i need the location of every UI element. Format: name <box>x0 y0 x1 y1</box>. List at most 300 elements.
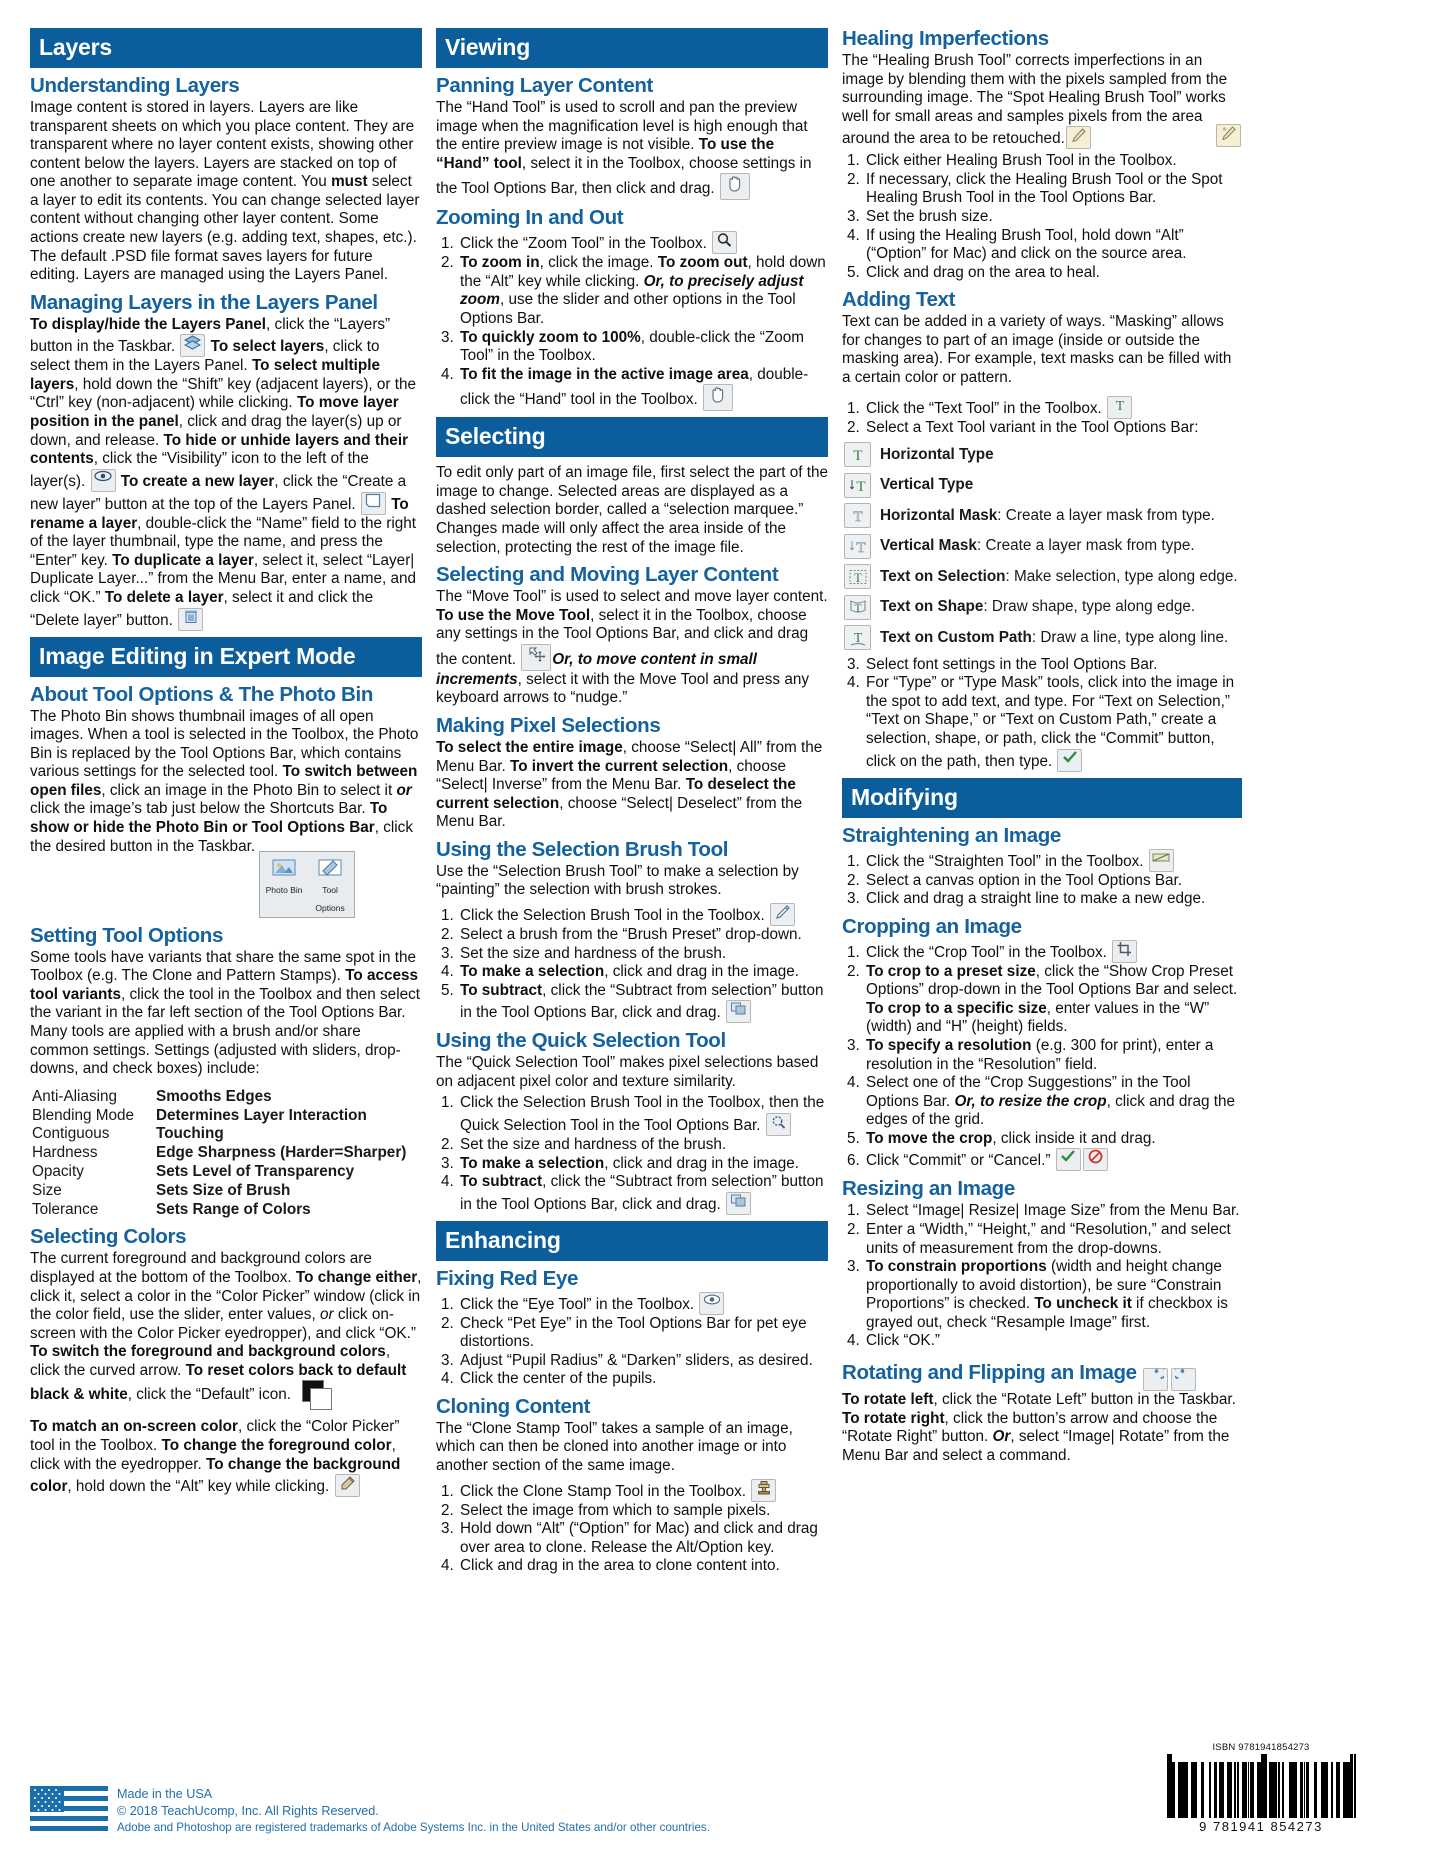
list-item: 5. Click and drag on the area to heal. <box>864 264 1242 283</box>
text-bold-italic: Or, to move content in small increments <box>436 650 758 688</box>
list-item: 2. Select the image from which to sample pixels. <box>458 1502 828 1521</box>
setting-name: Contiguous <box>32 1125 110 1143</box>
vertical-type-icon <box>844 473 871 498</box>
text: , select it in the Toolbox, choose settings in the Tool Options Bar, then click and drag. <box>436 154 812 198</box>
list-item <box>864 849 1242 872</box>
heading-cloning-content: Cloning Content <box>436 1394 591 1418</box>
text-bold: Text on Shape <box>880 598 984 616</box>
list-item <box>844 564 1242 589</box>
text: , use the slider and other options in the Tool Options Bar. <box>460 291 796 327</box>
text: For “Type” or “Type Mask” tools, click into the image in the spot to add text, and type. For “Text on Selection,” “Text on Shape,” or “Text on Custom Path,” create a selection, shape, or path, click the “Commit” button, click on the path, then type. <box>866 674 1235 770</box>
list-item <box>458 329 828 366</box>
column-right <box>842 28 1242 1828</box>
vertical-mask-icon <box>844 534 871 559</box>
heading-selecting-colors: Selecting Colors <box>30 1225 187 1249</box>
list-item <box>864 1037 1242 1074</box>
text-bold: To rotate right <box>842 1409 945 1427</box>
text: , click and drag the layer(s) up or down, and release. <box>30 413 402 449</box>
text-bold: Text on Custom Path <box>880 628 1032 646</box>
text: , click the “Rotate Left” button in the Taskbar. <box>933 1390 1236 1408</box>
heading-about-tool-options: About Tool Options & The Photo Bin <box>30 682 373 706</box>
section-banner-modifying: Modifying <box>842 778 1242 818</box>
text-bold-italic: Or <box>992 1428 1011 1446</box>
text: The “Healing Brush Tool” corrects imperfections in an image by blending them with the pixels sampled from the surrounding image. The “Spot Healing Brush Tool” works well for small areas and samples pixels from the area around the area to be retouched. <box>842 51 1228 148</box>
variant-label <box>880 568 1238 586</box>
para-about-tool-options <box>30 708 422 918</box>
text: The “Hand Tool” is used to scroll and pan the preview image when the magnification level is high enough that the entire preview image is not visible. <box>436 98 808 154</box>
clone-stamp-icon <box>751 1479 776 1502</box>
text: (width and height change proportionally to avoid distortion), be sure “Constrain Proportions” is checked. <box>866 1258 1222 1313</box>
text-bold: To zoom out <box>657 254 748 272</box>
setting-name: Anti-Aliasing <box>32 1087 118 1105</box>
text-bold-italic: Or, to resize the crop <box>954 1092 1107 1110</box>
text: : Create a layer mask from type. <box>976 537 1195 555</box>
para-understanding-layers <box>30 99 422 285</box>
text-bold: To subtract <box>460 981 543 999</box>
text-bold: To select layers <box>210 338 325 356</box>
text: , select it with the Move Tool and press any keyboard arrows to “nudge.” <box>436 670 809 707</box>
para-match-onscreen-color <box>30 1418 422 1497</box>
list-item: 4. Click and drag in the area to clone content into. <box>458 1557 828 1576</box>
table-row <box>32 1163 422 1182</box>
svg-text:T: T <box>853 569 862 585</box>
list-item <box>864 963 1242 1037</box>
heading-zooming: Zooming In and Out <box>436 206 624 230</box>
text-bold: To zoom in <box>460 254 540 272</box>
setting-desc: Sets Range of Colors <box>156 1200 311 1218</box>
setting-desc: Sets Level of Transparency <box>156 1163 355 1181</box>
list-item: 4. If using the Healing Brush Tool, hold down “Alt” (“Option” for Mac) and click on the source area. <box>864 227 1242 264</box>
text: , click it, select a color in the “Color Picker” window (click in the color field, use the slider, enter values, <box>30 1269 422 1324</box>
setting-desc: Sets Size of Brush <box>156 1181 291 1199</box>
text-bold: To rename a layer <box>30 495 409 532</box>
setting-name: Blending Mode <box>32 1106 135 1124</box>
text: , click the tool in the Toolbox and then select the variant in the far left section of the Tool Options Bar. Many tools are applied with a brush and/or share common settings. Settings (adjusted with sliders, drop-downs, and check boxes) include: <box>30 985 420 1078</box>
text: , click the “Subtract from selection” button in the Tool Options Bar, click and drag. <box>460 981 824 1022</box>
text: , hold down the “Shift” key (adjacent layers), or the “Ctrl” key (non-adjacent) while clicking. <box>30 375 417 412</box>
heading-resizing: Resizing an Image <box>842 1177 1015 1201</box>
copyright-label: © 2018 TeachUcomp, Inc. All Rights Reserved. <box>117 1803 379 1818</box>
commit-check-icon <box>1056 1148 1081 1171</box>
list-item: 1. Select “Image| Resize| Image Size” from the Menu Bar. <box>864 1202 1242 1221</box>
straighten-tool-icon <box>1149 849 1174 872</box>
text-bold: Vertical Mask <box>880 537 977 555</box>
text-bold: To crop to a preset size <box>866 962 1036 980</box>
list-item <box>458 1155 828 1174</box>
text: Click the “Crop Tool” in the Toolbox. <box>866 943 1112 961</box>
para-cloning-intro: The “Clone Stamp Tool” takes a sample of an image, which can then be cloned into another image or into another section of the same image. <box>436 1419 793 1475</box>
text-bold: To change either <box>295 1269 418 1286</box>
text: , click the “Default” icon. <box>127 1386 296 1404</box>
text-bold: To quickly zoom to 100% <box>460 328 641 346</box>
list-item: 1. Click either Healing Brush Tool in the Toolbox. <box>864 152 1242 171</box>
svg-text:T: T <box>853 630 862 646</box>
text-bold: To display/hide the Layers Panel <box>30 315 267 333</box>
hand-tool-icon <box>720 173 750 200</box>
para-panning <box>436 99 828 200</box>
text-bold: To subtract <box>460 1173 543 1191</box>
list-item <box>844 595 1242 620</box>
text-bold: To select multiple layers <box>30 357 381 393</box>
svg-text:T: T <box>1115 398 1124 413</box>
delete-layer-trash-icon <box>178 608 203 631</box>
list-item <box>844 473 1242 498</box>
svg-text:T: T <box>852 509 863 525</box>
crop-tool-icon <box>1112 940 1137 963</box>
list-item: 3. Set the size and hardness of the brush. <box>458 945 828 964</box>
list-item <box>458 1094 828 1136</box>
list-item <box>458 231 828 254</box>
text: Select one of the “Crop Suggestions” in the Tool Options Bar. <box>866 1074 1191 1110</box>
text: , select “Image| Rotate” from the Menu Bar and select a command. <box>842 1428 1230 1464</box>
setting-name: Hardness <box>32 1144 98 1162</box>
heading-making-pixel-selections: Making Pixel Selections <box>436 714 661 737</box>
svg-text:T: T <box>855 478 866 494</box>
setting-name: Tolerance <box>32 1200 99 1218</box>
list-item: 2. Set the size and hardness of the brush. <box>458 1136 828 1155</box>
text-bold: To deselect the current selection <box>436 776 796 812</box>
table-row <box>32 1144 422 1163</box>
list-straighten-steps <box>842 849 1242 909</box>
variant-label <box>880 629 1228 647</box>
text-bold: To switch the foreground and background colors <box>30 1343 386 1361</box>
tool-options-icon <box>307 854 353 880</box>
text: Click the Selection Brush Tool in the Toolbox. <box>460 906 769 924</box>
heading-selecting-moving: Selecting and Moving Layer Content <box>436 563 779 587</box>
section-banner-selecting: Selecting <box>436 417 828 457</box>
text: , choose “Select| All” from the Menu Bar. <box>436 738 823 775</box>
para-quick-selection-intro: The “Quick Selection Tool” makes pixel selections based on adjacent pixel color and texture similarity. <box>436 1054 819 1090</box>
text: Click “Commit” or “Cancel.” <box>866 1152 1055 1170</box>
horizontal-mask-icon <box>844 503 871 528</box>
text-bold: Horizontal Type <box>880 445 994 463</box>
list-item <box>458 903 828 926</box>
list-adding-text-steps-b <box>842 656 1242 772</box>
text-bold: To move layer position in the panel <box>30 394 399 430</box>
text-bold: To delete a layer <box>104 589 224 607</box>
list-resize-steps <box>842 1202 1242 1351</box>
para-healing-intro <box>842 52 1242 149</box>
text-bold: To invert the current selection <box>509 757 729 775</box>
list-item: 3. Adjust “Pupil Radius” & “Darken” sliders, as desired. <box>458 1352 828 1371</box>
text: , click and drag in the image. <box>604 963 799 981</box>
text: , click the curved arrow. <box>30 1343 391 1379</box>
trademark-label: Adobe and Photoshop are registered trademarks of Adobe Systems Inc. in the United States and/or other countries. <box>117 1820 710 1834</box>
text-bold: To hide or unhide layers and their contents <box>30 431 409 468</box>
svg-text:T: T <box>853 601 862 616</box>
text: , click the image. <box>539 254 658 272</box>
move-tool-icon <box>521 644 551 671</box>
text: The “Move Tool” is used to select and move layer content. <box>436 588 828 606</box>
column-middle <box>436 28 828 1828</box>
table-row <box>32 1088 422 1107</box>
text: , click to select them in the Layers Panel. <box>30 338 380 375</box>
text: , click the desired button in the Taskbar. <box>30 819 413 855</box>
section-banner-enhancing: Enhancing <box>436 1221 828 1261</box>
text: if checkbox is grayed out, check “Resample Image” first. <box>866 1295 1228 1331</box>
list-red-eye-steps <box>436 1292 828 1389</box>
list-quick-selection-steps <box>436 1094 828 1214</box>
hand-tool-icon <box>703 384 733 411</box>
list-item <box>864 940 1242 963</box>
heading-fixing-red-eye: Fixing Red Eye <box>436 1266 579 1290</box>
text: , click the “Visibility” icon to the left of the layer(s). <box>30 450 369 490</box>
list-item: 4. Click the center of the pupils. <box>458 1370 828 1389</box>
footer <box>30 1786 710 1836</box>
para-selection-brush-intro: Use the “Selection Brush Tool” to make a selection by “painting” the selection with brush strokes. <box>436 862 799 899</box>
text: Click the “Straighten Tool” in the Toolbox. <box>866 852 1148 870</box>
list-item: 2. Select a Text Tool variant in the Tool Options Bar: <box>864 419 1242 438</box>
text: Image content is stored in layers. Layers are like transparent sheets on which you place content. They are transparent where no layer content exists, showing other content below the layers. Layers are stacked on top of one another to separate image content. You <box>30 98 415 191</box>
text: , click the “Subtract from selection” button in the Tool Options Bar, click and drag. <box>460 1173 824 1213</box>
text-bold: To select the entire image <box>436 738 623 756</box>
setting-desc: Smooths Edges <box>156 1087 272 1105</box>
heading-selection-brush: Using the Selection Brush Tool <box>436 837 729 861</box>
table-row <box>32 1182 422 1201</box>
text: , click inside it and drag. <box>992 1129 1156 1147</box>
text: , click and drag in the image. <box>604 1154 799 1172</box>
photo-bin-label: Photo Bin <box>265 884 303 895</box>
text-bold: To specify a resolution <box>866 1036 1032 1054</box>
text: Click the Selection Brush Tool in the Toolbox, then the Quick Selection Tool in the Tool Options Bar. <box>460 1094 825 1134</box>
list-item <box>864 1148 1242 1171</box>
heading-cropping: Cropping an Image <box>842 914 1022 938</box>
text-bold: must <box>331 173 368 191</box>
text-bold: To fit the image in the active image area <box>460 365 749 383</box>
heading-straightening: Straightening an Image <box>842 823 1061 847</box>
text-bold: To show or hide the Photo Bin or Tool Options Bar <box>30 800 388 837</box>
tool-options-label: Tool Options <box>315 884 345 914</box>
layers-panel-icon <box>180 334 205 357</box>
list-item <box>458 1479 828 1502</box>
section-banner-viewing: Viewing <box>436 28 828 68</box>
list-item <box>844 442 1242 467</box>
text: The Photo Bin shows thumbnail images of all open images. When a tool is selected in the Toolbox, the Photo Bin is replaced by the Tool Options Bar, which contains various settings for the selected tool. <box>30 707 419 781</box>
eye-tool-icon <box>699 1292 724 1315</box>
text-bold: To reset colors back to default black & white <box>30 1361 407 1404</box>
made-in-usa-label: Made in the USA <box>117 1787 213 1801</box>
text: The current foreground and background colors are displayed at the bottom of the Toolbox. <box>30 1250 372 1286</box>
text: (e.g. 300 for print), enter a resolution in the “Resolution” field. <box>866 1036 1214 1073</box>
text-bold: To use the “Hand” tool <box>436 136 775 172</box>
usa-flag-icon <box>30 1786 108 1836</box>
text: , click and drag the edges of the grid. <box>866 1092 1236 1129</box>
text-bold: To constrain proportions <box>866 1258 1047 1276</box>
section-banner-image-editing: Image Editing in Expert Mode <box>30 637 422 677</box>
text-bold: To switch between open files <box>30 763 418 799</box>
text: , click the button’s arrow and choose the “Rotate Right” button. <box>842 1409 1218 1446</box>
text-bold: To make a selection <box>460 1154 605 1172</box>
text: , enter values in the “W” (width) and “H” (height) fields. <box>866 999 1210 1036</box>
subtract-from-selection-icon <box>726 1000 751 1023</box>
photo-bin-icon <box>261 854 307 880</box>
text: Click the “Zoom Tool” in the Toolbox. <box>460 235 712 253</box>
text-bold-italic: Or, to precisely adjust zoom <box>460 272 804 309</box>
text-bold: Text on Selection <box>880 567 1006 585</box>
text: , double-click the “Zoom Tool” in the Toolbox. <box>460 328 804 365</box>
text: : Draw a line, type along line. <box>1031 628 1229 646</box>
variant-label <box>880 507 1215 525</box>
text: : Draw shape, type along edge. <box>983 598 1196 616</box>
list-item <box>844 625 1242 650</box>
para-adding-text-intro: Text can be added in a variety of ways. “Masking” allows for changes to part of an image (inside or outside the masking area). For example, text masks can be filled with a certain color or pattern. <box>842 313 1232 386</box>
eyedropper-icon <box>335 1474 360 1497</box>
para-selecting-moving <box>436 588 828 708</box>
variant-label <box>880 476 973 494</box>
list-item <box>844 503 1242 528</box>
text: , click the “Layers” button in the Taskbar. <box>30 315 391 356</box>
list-item <box>864 396 1242 419</box>
text: click the image’s tab just below the Shortcuts Bar. <box>30 800 370 818</box>
text-bold: To create a new layer <box>120 472 275 490</box>
list-selection-brush-steps <box>436 903 828 1023</box>
text-bold: To move the crop <box>866 1129 993 1147</box>
text: , click the “Color Picker” tool in the Toolbox. <box>30 1418 400 1455</box>
column-left <box>30 28 422 1828</box>
text-on-selection-icon <box>844 564 871 589</box>
isbn-label: ISBN 9781941854273 <box>1212 1742 1310 1753</box>
text-bold: To change the foreground color <box>161 1437 392 1455</box>
text: , choose “Select| Deselect” from the Menu Bar. <box>436 794 803 831</box>
commit-check-icon <box>1057 749 1082 772</box>
text: , double-click the “Name” field to the right of the layer thumbnail, type the name, and press the “Enter” key. <box>30 514 417 569</box>
text: , hold down the “Alt” key while clicking. <box>67 1478 334 1496</box>
text: select a layer to edit its contents. You can change selected layer content without changing other layer content. Some actions create new layers (e.g. adding text, shapes, etc.). The default .PSD file format saves layers for future editing. Layers are managed using the Layers Panel. <box>30 173 420 284</box>
text: , select it in the Toolbox, choose any settings in the Tool Options Bar, and click and drag the content. <box>436 606 809 668</box>
heading-healing-imperfections: Healing Imperfections <box>842 27 1049 50</box>
list-item: 2. Enter a “Width,” “Height,” and “Resolution,” and select units of measurement from the drop-downs. <box>864 1221 1242 1258</box>
text: , select it, select “Layer| Duplicate Layer...” from the Menu Bar, enter a name, and click “OK.” <box>30 551 417 607</box>
variant-label <box>880 598 1195 616</box>
text-bold: To duplicate a layer <box>112 551 254 569</box>
list-item: 4. Click “OK.” <box>864 1332 1242 1351</box>
text: Some tools have variants that share the same spot in the Toolbox (e.g. The Clone and Pattern Stamps). <box>30 948 417 985</box>
list-item <box>844 534 1242 559</box>
heading-adding-text: Adding Text <box>842 288 956 312</box>
barcode-digits: 9 781941 854273 <box>1199 1819 1323 1834</box>
list-item: 2. Check “Pet Eye” in the Tool Options Bar for pet eye distortions. <box>458 1315 828 1352</box>
list-item: 3. Select font settings in the Tool Options Bar. <box>864 656 1242 675</box>
text: , choose “Select| Inverse” from the Menu Bar. <box>436 757 786 794</box>
rotate-left-icon <box>1143 1368 1168 1391</box>
variant-label <box>880 446 994 464</box>
horizontal-type-icon <box>844 442 871 467</box>
list-item: 3. Click and drag a straight line to make a new edge. <box>864 890 1242 909</box>
list-cloning-steps <box>436 1479 828 1576</box>
list-item <box>458 963 828 982</box>
text-bold: To change the background color <box>30 1455 401 1496</box>
text-bold: To use the Move Tool <box>436 606 591 624</box>
table-row <box>32 1107 422 1126</box>
text: , select it and click the “Delete layer” button. <box>30 589 374 629</box>
list-item: 3. Hold down “Alt” (“Option” for Mac) and click and drag over area to clone. Release the Alt/Option key. <box>458 1520 828 1557</box>
rotate-right-icon <box>1171 1368 1196 1391</box>
text-tool-variants-list <box>844 442 1242 650</box>
list-item <box>458 1173 828 1215</box>
isbn-barcode <box>1123 1742 1399 1834</box>
zoom-tool-icon <box>712 231 737 254</box>
text: Click the “Eye Tool” in the Toolbox. <box>460 1295 699 1313</box>
text: : Make selection, type along edge. <box>1005 567 1238 585</box>
text-bold: To match an on-screen color <box>30 1418 238 1436</box>
three-column-layout <box>30 28 1419 1828</box>
list-healing-steps <box>842 152 1242 282</box>
text-bold: To uncheck it <box>1034 1295 1132 1313</box>
photo-bin-tool-options-buttons <box>259 851 355 918</box>
spot-healing-brush-icon <box>1216 124 1241 147</box>
text-bold: To access tool variants <box>30 967 419 1003</box>
heading-managing-layers: Managing Layers in the Layers Panel <box>30 290 378 314</box>
barcode-bars <box>1123 1754 1399 1818</box>
selection-brush-icon <box>770 903 795 926</box>
list-item <box>458 366 828 412</box>
list-item: 2. Select a brush from the “Brush Preset” drop-down. <box>458 926 828 945</box>
list-crop-steps <box>842 940 1242 1172</box>
list-item <box>864 1074 1242 1130</box>
setting-desc: Determines Layer Interaction <box>156 1106 367 1124</box>
list-item <box>864 1258 1242 1332</box>
list-item <box>864 674 1242 771</box>
list-zooming-steps <box>436 231 828 411</box>
svg-text:T: T <box>855 539 866 555</box>
visibility-eye-icon <box>91 469 116 492</box>
heading-panning-layer-content: Panning Layer Content <box>436 74 654 97</box>
text: Click the Clone Stamp Tool in the Toolbox. <box>460 1482 751 1500</box>
healing-brush-icon <box>1066 126 1091 149</box>
tool-settings-table <box>32 1088 422 1220</box>
list-item <box>458 982 828 1024</box>
text-bold: Vertical Type <box>880 476 974 494</box>
text-italic: or <box>319 1306 334 1324</box>
svg-text:T: T <box>852 448 863 464</box>
text: , click the “Create a new layer” button at the top of the Layers Panel. <box>30 472 407 513</box>
text: , click the “Show Crop Preset Options” drop-down in the Tool Options Bar and select. <box>866 962 1238 999</box>
setting-desc: Edge Sharpness (Harder=Sharper) <box>156 1144 407 1162</box>
text-bold: Horizontal Mask <box>880 506 998 524</box>
table-row <box>32 1125 422 1144</box>
heading-setting-tool-options: Setting Tool Options <box>30 923 224 947</box>
default-colors-icon <box>298 1380 332 1410</box>
para-setting-tool-options <box>30 949 422 1079</box>
text-tool-icon <box>1107 396 1132 419</box>
setting-name: Opacity <box>32 1163 84 1181</box>
create-new-layer-icon <box>361 492 386 515</box>
text: , click an image in the Photo Bin to select it <box>101 781 397 799</box>
para-managing-layers <box>30 316 422 631</box>
subtract-from-selection-icon <box>726 1192 751 1215</box>
heading-rotating-flipping: Rotating and Flipping an Image <box>842 1360 1137 1384</box>
list-item: 2. Select a canvas option in the Tool Options Bar. <box>864 872 1242 891</box>
table-row <box>32 1201 422 1220</box>
heading-understanding-layers: Understanding Layers <box>30 74 240 97</box>
text-bold-italic: or <box>396 781 412 799</box>
para-selecting-intro: To edit only part of an image file, first select the part of the image to change. Selected areas are displayed as a dashed selection border, called a “selection marquee.” Changes made will only affect the area inside of the selection, protecting the rest of the image file. <box>436 464 828 556</box>
text-bold: To crop to a specific size <box>866 999 1047 1017</box>
para-pixel-selections <box>436 739 828 832</box>
text-on-shape-icon <box>844 595 871 620</box>
para-rotating-flipping <box>842 1391 1242 1465</box>
section-banner-layers: Layers <box>30 28 422 68</box>
text: : Create a layer mask from type. <box>997 506 1215 524</box>
list-item <box>458 254 828 328</box>
variant-label <box>880 537 1195 555</box>
text: , double-click the “Hand” tool in the Toolbox. <box>460 365 809 409</box>
list-item: 2. If necessary, click the Healing Brush Tool or the Spot Healing Brush Tool in the Tool Options Bar. <box>864 171 1242 208</box>
list-item: 3. Set the brush size. <box>864 208 1242 227</box>
heading-quick-selection: Using the Quick Selection Tool <box>436 1029 726 1053</box>
rotate-buttons-group <box>1141 1368 1197 1391</box>
text: , hold down the “Alt” key while clicking. <box>460 254 826 290</box>
